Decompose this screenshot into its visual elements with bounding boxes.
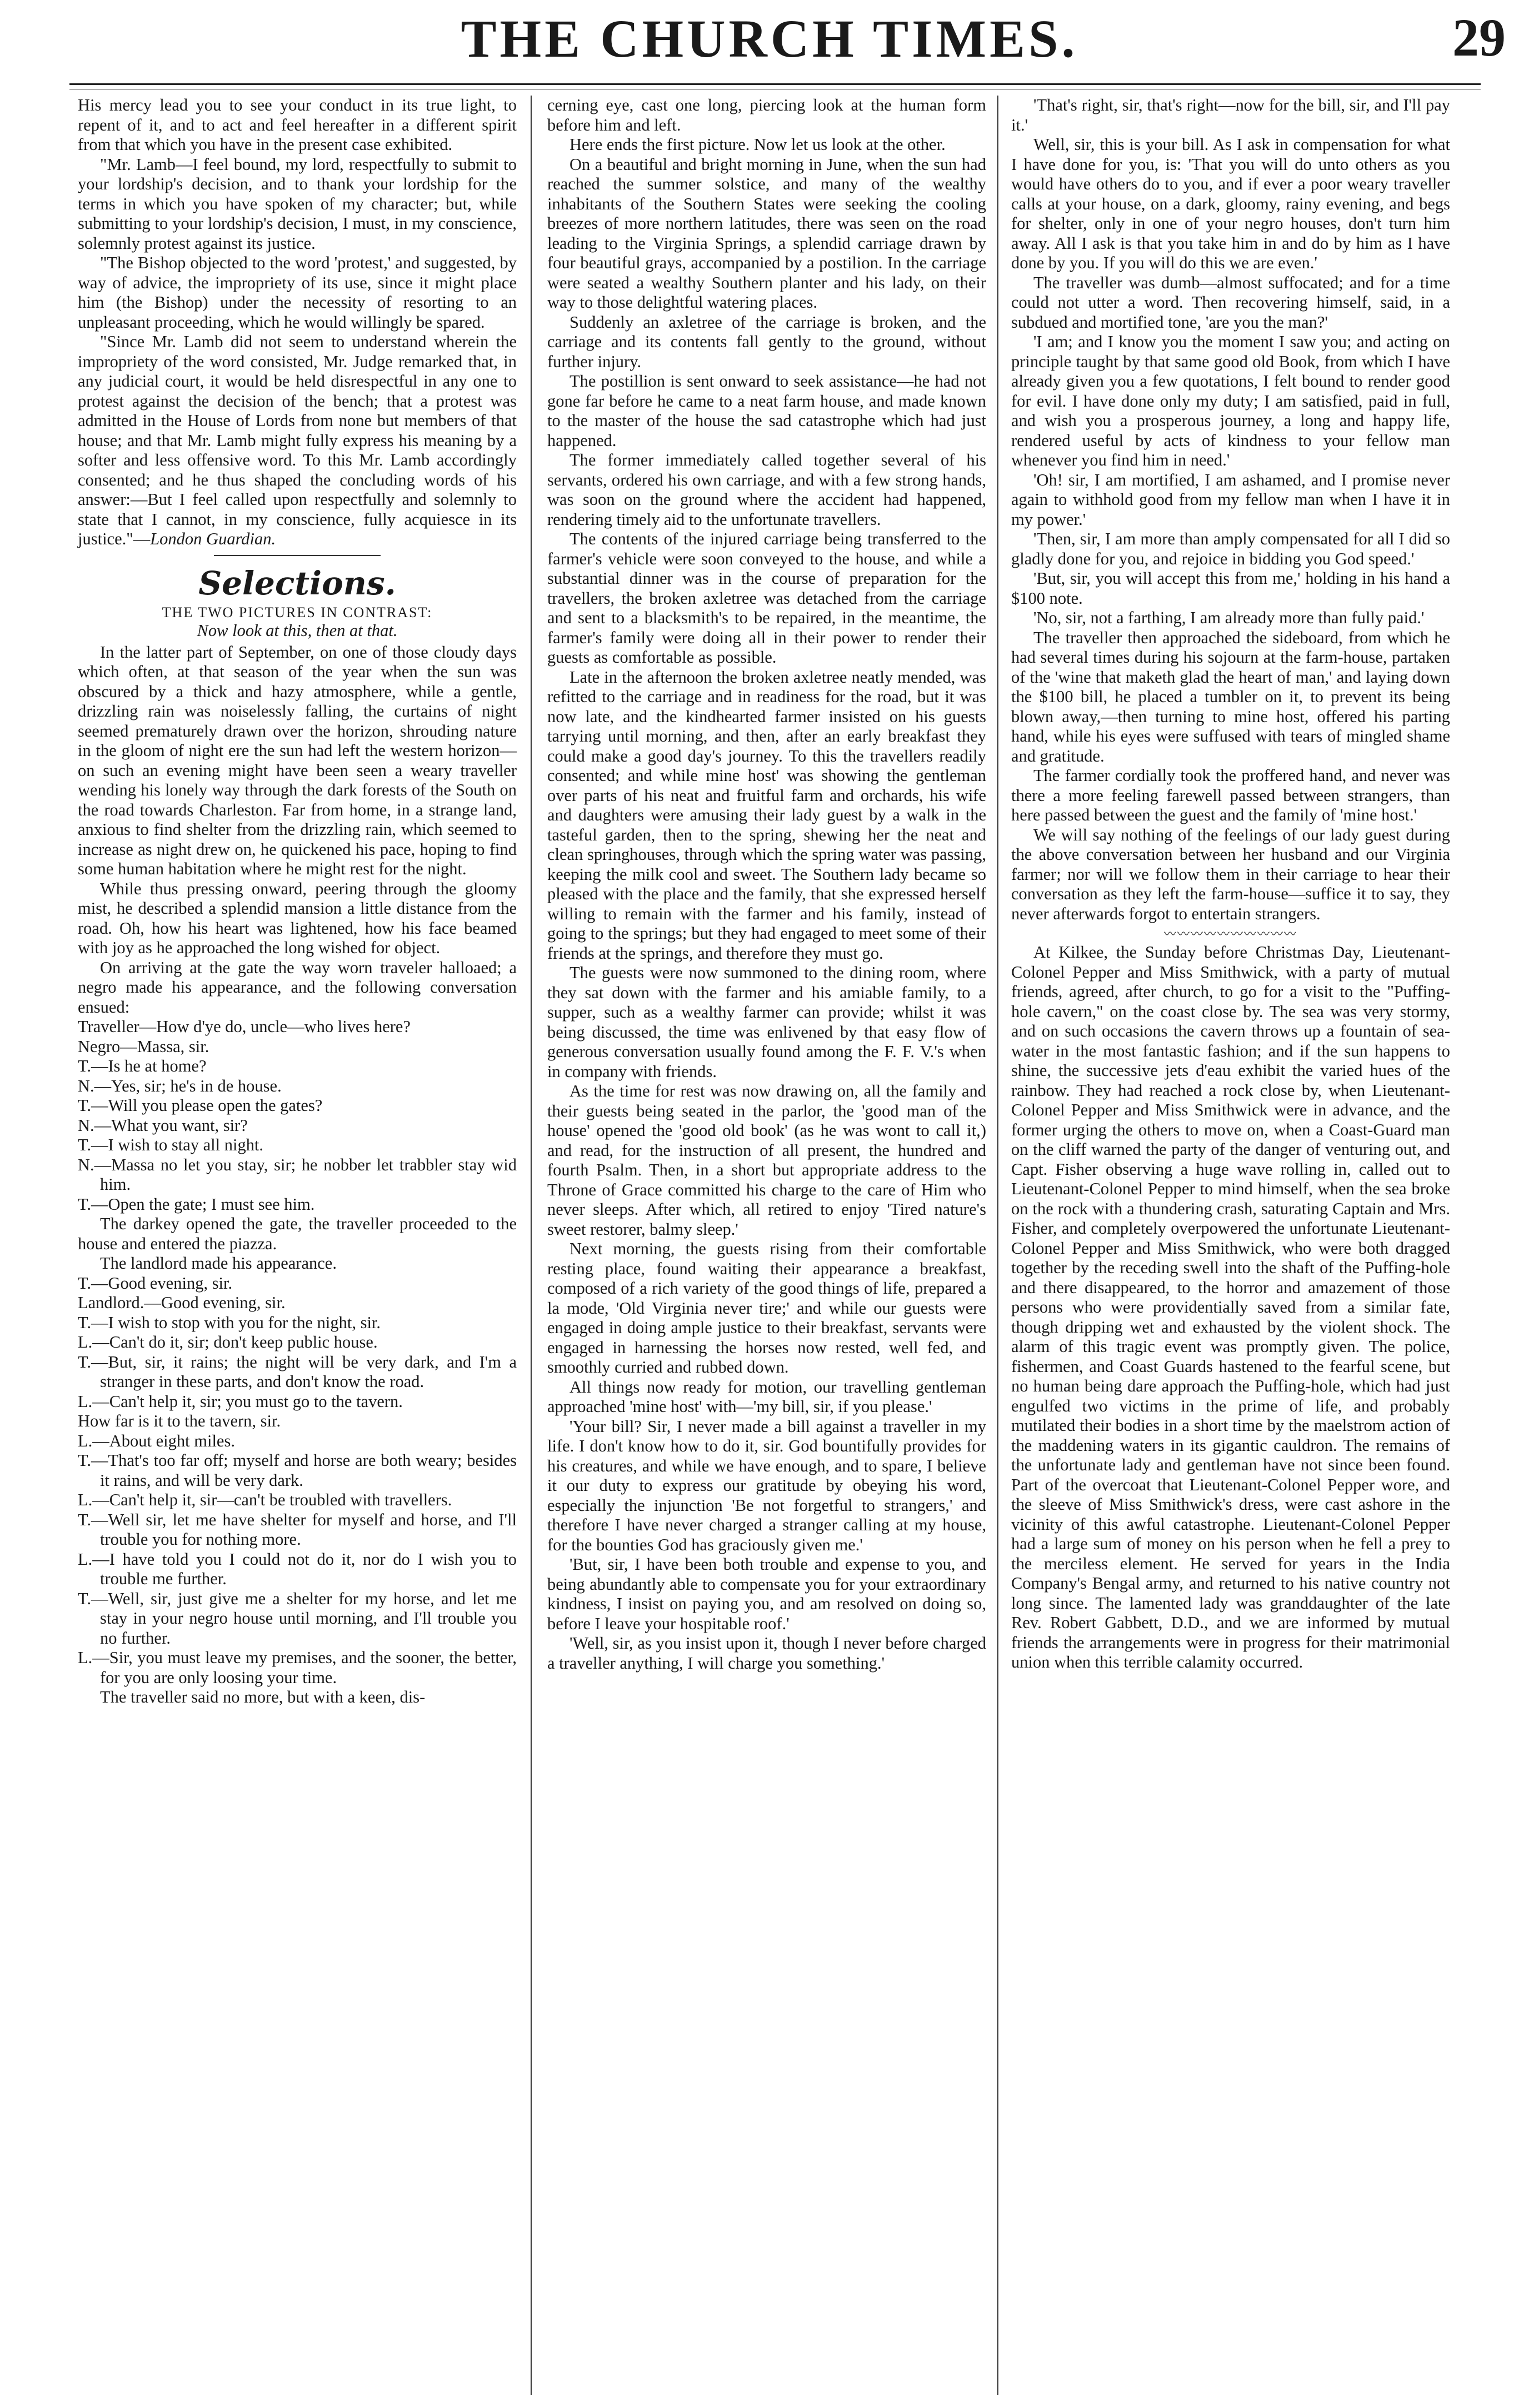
- paragraph: Late in the afternoon the broken axletree neatly mended, was refitted to the carriage and in readiness for the road, but it was now late, and the kindhearted farmer insisted on his guests tarrying until morning, and then, after an early breakfast they could make a good day's journey. To this the travellers readily consented; and while mine host' was showing the gentleman over parts of his neat and fruitful farm and orchards, his wife and daughters were amusing their lady guest by a walk in the tasteful garden, then to the spring, shewing her the neat and clean springhouses, through which the spring water was passing, keeping the milk cool and sweet. The Southern lady became so pleased with the place and the family, that she expressed herself willing to remain with the farmer and his family, instead of going to the springs; but they had engaged to meet some of their friends at the springs, and therefore they must go.: [547, 667, 986, 963]
- paragraph: 'Then, sir, I am more than amply compensated for all I did so gladly done for you, and rejoice in bidding you God speed.': [1011, 529, 1450, 568]
- column-2: [547, 96, 986, 2395]
- paragraph: The contents of the injured carriage being transferred to the farmer's vehicle were soon conveyed to the house, and while a substantial dinner was in the course of preparation for the travellers, the broken axletree was detached from the carriage and sent to a blacksmith's to be repaired, in the meantime, the farmer's family were doing all in their power to render their guests as comfortable as possible.: [547, 529, 986, 667]
- paragraph: As the time for rest was now drawing on, all the family and their guests being seated in the parlor, the 'good man of the house' opened the 'good old book' (as he was wont to call it,) and read, for the instruction of all present, the hundred and fourth Psalm. Then, in a short but appropriate address to the Throne of Grace committed his charge to the care of Him who never sleeps. After which, all retired to enjoy 'Tired nature's sweet restorer, balmy sleep.': [547, 1082, 986, 1239]
- page-number: 29: [1452, 8, 1506, 67]
- paragraph: 'Your bill? Sir, I never made a bill against a traveller in my life. I don't know how to do it, sir. God bountifully provides for his creatures, and while we have enough, and to spare, I believe it our duty to express our gratitude by obeying his word, especially the injunction 'Be not forgetful to strangers,' and therefore I have never charged a stranger calling at my house, for the bounties God has graciously given me.': [547, 1416, 986, 1554]
- paragraph: The farmer cordially took the proffered hand, and never was there a more feeling farewell passed between strangers, than here passed between the guest and the family of 'mine host.': [1011, 766, 1450, 824]
- dialogue-line: T.—Is he at home?: [78, 1057, 207, 1075]
- paragraph: The traveller was dumb—almost suffocated; and for a time could not utter a word. Then recovering himself, said, in a subdued and mortified tone, 'are you the man?': [1011, 273, 1450, 332]
- paragraph: On arriving at the gate the way worn traveler halloaed; a negro made his appearance, and the following conversation ensued:: [78, 958, 517, 1017]
- column-divider-right: [997, 96, 998, 2395]
- paragraph: While thus pressing onward, peering through the gloomy mist, he described a splendid mansion a little distance from the road. Oh, how his heart was lightened, how his face beamed with joy as he approached the long wished for object.: [78, 879, 517, 957]
- dialogue-line: How far is it to the tavern, sir.: [78, 1411, 281, 1430]
- dialogue-line: N.—Yes, sir; he's in de house.: [78, 1076, 282, 1095]
- paragraph: His mercy lead you to see your conduct in its true light, to repent of it, and to act and feel hereafter in a different spirit from that which you have in the present case exhibited.: [78, 96, 517, 154]
- column-1: [78, 96, 517, 2395]
- dialogue-line: T.—Well, sir, just give me a shelter for my horse, and let me stay in your negro house until morning, and I'll trouble you no further.: [78, 1589, 517, 1648]
- dialogue-line: L.—I have told you I could not do it, nor do I wish you to trouble me further.: [78, 1549, 517, 1588]
- paragraph: 'Well, sir, as you insist upon it, though I never before charged a traveller anything, I will charge you something.': [547, 1634, 986, 1673]
- dialogue-line: T.—Well sir, let me have shelter for myself and horse, and I'll trouble you for nothing more.: [78, 1510, 517, 1549]
- paragraph: The traveller said no more, but with a keen, dis-: [100, 1688, 426, 1706]
- ornamental-divider: 〰〰〰〰〰〰〰〰〰〰: [1163, 927, 1297, 941]
- dialogue-line: N.—Massa no let you stay, sir; he nobber let trabbler stay wid him.: [78, 1155, 517, 1194]
- paragraph-text: "Since Mr. Lamb did not seem to understand wherein the impropriety of the word consisted, Mr. Judge remarked that, in any judicial court, it would be held disrespectful in any one to protest against the decision of the bench; that a protest was admitted in the House of Lords from none but members of that house; and that Mr. Lamb might fully express his meaning by a softer and less offensive word. To this Mr. Lamb accordingly consented; and he thus shaped the concluding words of his answer:—But I feel called upon respectfully and solemnly to state that I cannot, in my conscience, fully acquiesce in its justice."—: [78, 332, 517, 548]
- masthead-rule-thick: [69, 83, 1481, 85]
- paragraph: The traveller then approached the sideboard, from which he had several times during his sojourn at the farm-house, partaken of the 'wine that maketh glad the heart of man,' and laying down the $100 bill, he placed a tumbler on it, to prevent its being blown away,—then turning to mine host, offered his parting hand, while his eyes were suffused with tears of mingled shame and gratitude.: [1011, 628, 1450, 765]
- dialogue-line: L.—Sir, you must leave my premises, and the sooner, the better, for you are only loosing your time.: [78, 1648, 517, 1687]
- paragraph: Here ends the first picture. Now let us look at the other.: [569, 135, 946, 154]
- dialogue-line: Landlord.—Good evening, sir.: [78, 1293, 286, 1312]
- paragraph: Well, sir, this is your bill. As I ask in compensation for what I have done for you, is: 'That you will do unto others as you would have others do to you, and if ever a poor weary traveller calls at your house, on a dark, gloomy, rainy evening, and begs for shelter, only in one of your negro houses, don't turn him away. All I ask is that you take him in and do by him as I have done by you. If you will do this we are even.': [1011, 135, 1450, 272]
- paragraph: Suddenly an axletree of the carriage is broken, and the carriage and its contents fall gently to the ground, without further injury.: [547, 312, 986, 371]
- paragraph: The former immediately called together several of his servants, ordered his own carriage, and with a few strong hands, was soon on the ground where the accident had happened, rendering timely aid to the unfortunate travellers.: [547, 450, 986, 529]
- column-divider-left: [531, 96, 532, 2395]
- paragraph: "The Bishop objected to the word 'protest,' and suggested, by way of advice, the impropriety of its use, since it might place him (the Bishop) under the necessity of resorting to an unpleasant proceeding, which he would willingly be spared.: [78, 253, 517, 332]
- article-title: THE TWO PICTURES IN CONTRAST:: [162, 604, 433, 620]
- paragraph: [78, 332, 517, 549]
- dialogue-line: T.—But, sir, it rains; the night will be very dark, and I'm a stranger in these parts, and don't know the road.: [78, 1352, 517, 1391]
- paragraph: 'I am; and I know you the moment I saw you; and acting on principle taught by that same good old Book, from which I have already given you a few quotations, I felt bound to render good for evil. I have done only my duty; I am satisfied, paid in full, and wish you a prosperous journey, a long and happy life, rendered useful by acts of kindness to your fellow man whenever you find him in need.': [1011, 332, 1450, 469]
- source-citation: London Guardian.: [150, 529, 276, 548]
- dialogue-line: L.—About eight miles.: [78, 1431, 235, 1450]
- dialogue-line: T.—I wish to stop with you for the night, sir.: [78, 1313, 381, 1332]
- paragraph: "Mr. Lamb—I feel bound, my lord, respectfully to submit to your lordship's decision, and to thank your lordship for the terms in which you have spoken of my character; but, while submitting to your lordship's decision, I must, in my conscience, solemnly protest against its justice.: [78, 154, 517, 253]
- paragraph: All things now ready for motion, our travelling gentleman approached 'mine host' with—'my bill, sir, if you please.': [547, 1377, 986, 1416]
- paragraph: Next morning, the guests rising from their comfortable resting place, found waiting their appearance a breakfast, composed of a rich variety of the good things of life, prepared a la mode, 'Old Virginia never tire;' and while our guests were engaged in doing ample justice to their breakfast, servants were engaged in harnessing the horses now rested, well fed, and smoothly curried and rubbed down.: [547, 1239, 986, 1376]
- dialogue-line: N.—What you want, sir?: [78, 1115, 248, 1135]
- paragraph: On a beautiful and bright morning in June, when the sun had reached the summer solstice, and many of the wealthy inhabitants of the Southern States were seeking the cooling breezes of more northern latitudes, there was seen on the road leading to the Virginia Springs, a splendid carriage drawn by four beautiful grays, accompanied by a postilion. In the carriage were seated a wealthy Southern planter and his lady, on their way to those delightful watering places.: [547, 154, 986, 312]
- paragraph: The darkey opened the gate, the traveller proceeded to the house and entered the piazza.: [78, 1214, 517, 1253]
- column-3: [1011, 96, 1450, 2395]
- newspaper-title: THE CHURCH TIMES.: [461, 9, 1078, 68]
- paragraph: The guests were now summoned to the dining room, where they sat down with the farmer and his amiable family, to a supper, such as a wealthy farmer can provide; whilst it was being discussed, the time was enlivened by that easy flow of generous conversation usually found among the F. F. V.'s when in company with friends.: [547, 963, 986, 1081]
- paragraph: 'Oh! sir, I am mortified, I am ashamed, and I promise never again to withhold good from my fellow man when I have it in my power.': [1011, 470, 1450, 529]
- dialogue-line: L.—Can't do it, sir; don't keep public house.: [78, 1333, 378, 1351]
- dialogue-line: Negro—Massa, sir.: [78, 1037, 209, 1056]
- paragraph: The postillion is sent onward to seek assistance—he had not gone far before he came to a neat farm house, and made known to the master of the house the sad catastrophe which had just happened.: [547, 372, 986, 450]
- dialogue-line: L.—Can't help it, sir—can't be troubled with travellers.: [78, 1490, 452, 1509]
- paragraph: We will say nothing of the feelings of our lady guest during the above conversation between her husband and our Virginia farmer; nor will we follow them in their carriage to hear their conversation as they left the farm-house—suffice it to say, they never afterwards forgot to entertain strangers.: [1011, 825, 1450, 923]
- dialogue-line: T.—Good evening, sir.: [78, 1273, 233, 1293]
- dialogue-line: L.—Can't help it, sir; you must go to the tavern.: [78, 1391, 403, 1411]
- divider: [214, 555, 381, 556]
- dialogue-line: T.—Open the gate; I must see him.: [78, 1194, 315, 1214]
- paragraph: 'That's right, sir, that's right—now for the bill, sir, and I'll pay it.': [1011, 96, 1450, 134]
- paragraph: The landlord made his appearance.: [100, 1254, 337, 1273]
- paragraph: cerning eye, cast one long, piercing look at the human form before him and left.: [547, 96, 986, 134]
- dialogue-line: T.—Will you please open the gates?: [78, 1096, 323, 1115]
- paragraph: 'But, sir, I have been both trouble and expense to you, and being abundantly able to compensate you for your extraordinary kindness, I insist on paying you, and am resolved on doing so, before I leave your hospitable roof.': [547, 1555, 986, 1633]
- paragraph: At Kilkee, the Sunday before Christmas Day, Lieutenant-Colonel Pepper and Miss Smithwick, with a party of mutual friends, agreed, after church, to go for a visit to the "Puffing-hole cavern," on the coast close by. The sea was very stormy, and on such occasions the cavern throws up a fountain of sea-water in the most fantastic fashion; and if the sun happens to shine, the successive jets d'eau exhibit the varied hues of the rainbow. They had reached a rock close by, when Lieutenant-Colonel Pepper and Miss Smithwick were in advance, and the former urging the others to move on, when a Coast-Guard man on the cliff warned the party of the danger of venturing out, and Capt. Fisher observing a huge wave rolling in, called out to Lieutenant-Colonel Pepper to mind himself, when the sea broke on the rock with a thundering crash, saturating Captain and Mrs. Fisher, and completely overpowered the unfortunate Lieutenant-Colonel Pepper and Miss Smithwick, who were both dragged together by the receding swell into the shaft of the Puffing-hole and there disappeared, to the horror and amazement of those persons who were providentially saved from a similar fate, though dripping wet and exhausted by the violent shock. The alarm of this tragic event was promptly given. The police, fishermen, and Coast Guards hastened to the fearful scene, but no human being dare approach the Puffing-hole, which had just engulfed two victims in the prime of life, and probably mutilated their bodies in a short time by the maelstrom action of the maddening waters in its gigantic cauldron. The remains of the unfortunate lady and gentleman have not since been found. Part of the overcoat that Lieutenant-Colonel Pepper wore, and the sleeve of Miss Smithwick's dress, were cast ashore in the vicinity of this awful catastrophe. Lieutenant-Colonel Pepper had a large sum of money on his person when he fell a prey to the merciless element. He served for years in the India Company's Bengal army, and returned to his native country not long since. The lamented lady was granddaughter of the late Rev. Robert Gabbett, D.D., and we are informed by mutual friends the arrangements were in progress for their matrimonial union when this terrible calamity occurred.: [1011, 943, 1450, 1671]
- dialogue-line: T.—I wish to stay all night.: [78, 1135, 264, 1154]
- paragraph: 'No, sir, not a farthing, I am already more than fully paid.': [1033, 608, 1425, 627]
- article-subtitle: Now look at this, then at that.: [197, 620, 398, 640]
- dialogue-line: Traveller—How d'ye do, uncle—who lives here?: [78, 1017, 411, 1036]
- dialogue-line: T.—That's too far off; myself and horse are both weary; besides it rains, and will be very dark.: [78, 1451, 517, 1490]
- masthead: [0, 0, 1539, 89]
- paragraph: 'But, sir, you will accept this from me,' holding in his hand a $100 note.: [1011, 569, 1450, 608]
- section-heading: Selections.: [198, 564, 396, 602]
- paragraph: In the latter part of September, on one of those cloudy days which often, at that season of the year when the sun was obscured by a thick and hazy atmosphere, while a gentle, drizzling rain was noiselessly falling, the curtains of night seemed prematurely drawn over the horizon, shrouding nature in the gloom of night ere the sun had left the western horizon—on such an evening might have been seen a weary traveller wending his lonely way through the dark forests of the South on the road towards Charleston. Far from home, in a strange land, anxious to find shelter from the drizzling rain, which seemed to increase as night drew on, he quickened his pace, hoping to find some human habitation where he might rest for the night.: [78, 642, 517, 878]
